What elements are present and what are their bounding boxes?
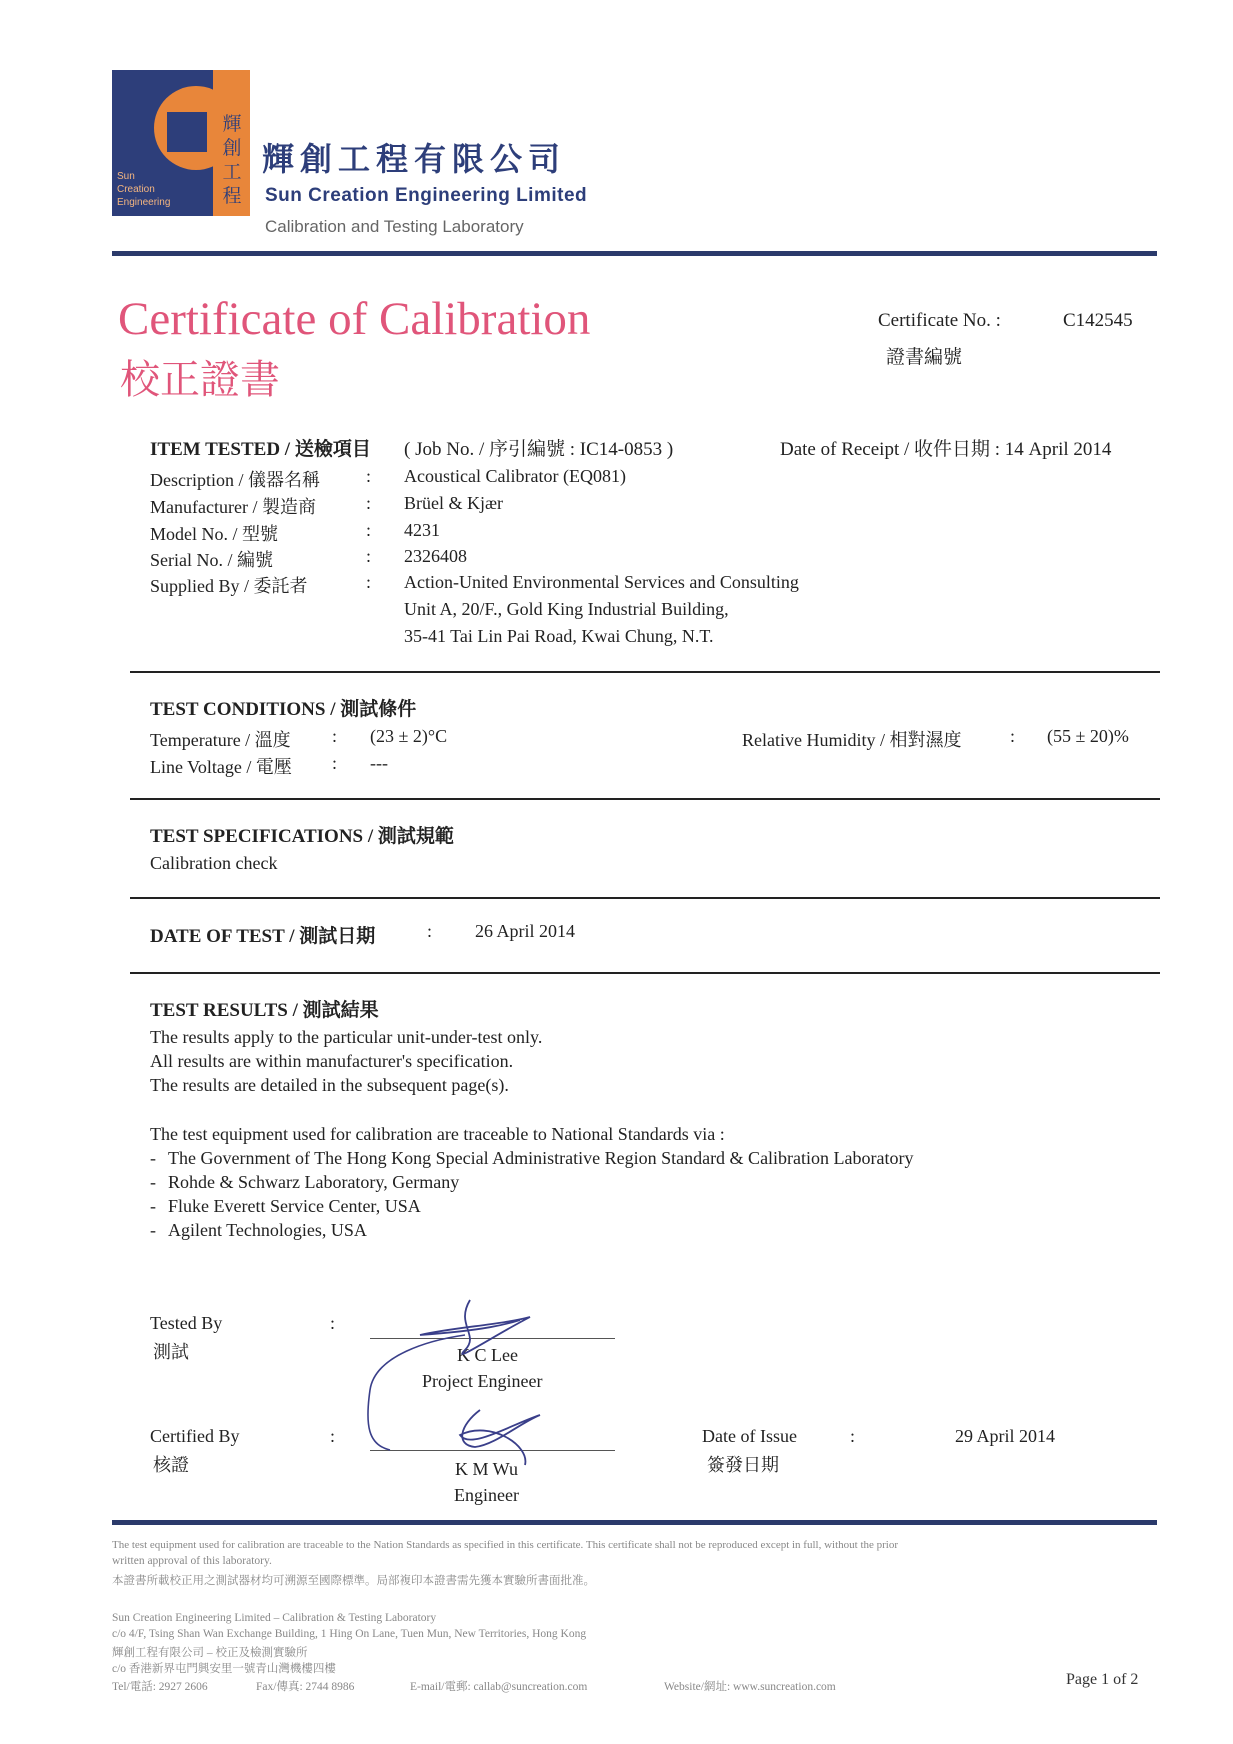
serial-label: Serial No. / 編號 (150, 550, 273, 570)
section-divider (130, 972, 1160, 974)
footer-address: c/o 4/F, Tsing Shan Wan Exchange Building, 1 Hing On Lane, Tuen Mun, New Territories, Hong Kong (112, 1628, 587, 1640)
date-of-issue-value: 29 April 2014 (955, 1426, 1056, 1446)
model-value: 4231 (404, 520, 440, 540)
certified-by-name: K M Wu (455, 1459, 518, 1479)
test-specifications-heading: TEST SPECIFICATIONS / 測試規範 (150, 826, 454, 847)
certified-by-title: Engineer (454, 1485, 519, 1505)
date-of-test-value: 26 April 2014 (475, 921, 576, 941)
colon: : (366, 493, 372, 513)
manufacturer-value: Brüel & Kjær (404, 493, 503, 513)
tested-by-name: K C Lee (457, 1345, 518, 1365)
address-line-2: 35-41 Tai Lin Pai Road, Kwai Chung, N.T. (404, 626, 714, 646)
traceability-item: Agilent Technologies, USA (168, 1220, 367, 1240)
traceability-intro: The test equipment used for calibration are traceable to National Standards via : (150, 1124, 725, 1144)
results-line: All results are within manufacturer's specification. (150, 1051, 514, 1071)
footer-address: c/o 香港新界屯門興安里一號青山灣機樓四樓 (112, 1663, 336, 1675)
model-label: Model No. / 型號 (150, 524, 278, 544)
footer-tel: Tel/電話: 2927 2606 (112, 1681, 208, 1693)
tested-by-title: Project Engineer (422, 1371, 543, 1391)
logo-small-text: Sun Creation Engineering (117, 171, 171, 208)
footer-note: The test equipment used for calibration are traceable to the Nation Standards as specified in this certificate. This certificate shall not be reproduced except in full, without the prior (112, 1539, 899, 1551)
page-number: Page 1 of 2 (1066, 1671, 1139, 1688)
colon: : (332, 753, 338, 773)
section-divider (130, 671, 1160, 673)
description-value: Acoustical Calibrator (EQ081) (404, 466, 626, 486)
logo-vertical-text: 輝創工程 (222, 113, 242, 207)
line-voltage-label: Line Voltage / 電壓 (150, 757, 292, 777)
description-label: Description / 儀器名稱 (150, 470, 320, 490)
certificate-title-cn: 校正證書 (120, 357, 280, 403)
logo-cutout (167, 112, 207, 152)
date-of-issue-label-cn: 簽發日期 (707, 1455, 779, 1475)
date-of-test-label: DATE OF TEST / 測試日期 (150, 926, 376, 947)
section-divider (130, 798, 1160, 800)
serial-value: 2326408 (404, 546, 467, 566)
footer-fax: Fax/傳真: 2744 8986 (256, 1681, 355, 1693)
job-number: ( Job No. / 序引編號 : IC14-0853 ) (404, 439, 674, 460)
signature-km-wu (460, 1410, 540, 1465)
item-tested-heading: ITEM TESTED / 送檢項目 (150, 439, 371, 460)
company-name-en: Sun Creation Engineering Limited (265, 185, 588, 206)
colon: : (427, 921, 433, 941)
temperature-value: (23 ± 2)°C (370, 726, 448, 746)
colon: : (366, 466, 372, 486)
company-logo (112, 70, 250, 216)
colon: : (330, 1426, 336, 1446)
specifications-text: Calibration check (150, 853, 278, 873)
manufacturer-label: Manufacturer / 製造商 (150, 497, 316, 517)
colon: : (366, 520, 372, 540)
supplied-by-value: Action-United Environmental Services and Consulting (404, 572, 799, 592)
results-line: The results apply to the particular unit-under-test only. (150, 1027, 543, 1047)
humidity-value: (55 ± 20)% (1047, 726, 1129, 746)
lab-name: Calibration and Testing Laboratory (265, 217, 524, 236)
section-divider (130, 897, 1160, 899)
address-line-1: Unit A, 20/F., Gold King Industrial Building, (404, 599, 729, 619)
footer-address: Sun Creation Engineering Limited – Calibration & Testing Laboratory (112, 1612, 437, 1624)
signature-loop (368, 1335, 465, 1450)
header-rule (112, 251, 1157, 256)
colon: : (332, 726, 338, 746)
humidity-label: Relative Humidity / 相對濕度 (742, 730, 962, 750)
tested-by-label: Tested By (150, 1313, 223, 1333)
cert-no-label: Certificate No. : (878, 310, 1001, 331)
bullet: - (150, 1148, 156, 1168)
traceability-item: The Government of The Hong Kong Special Administrative Region Standard & Calibration Laboratory (168, 1148, 914, 1168)
signature-kc-lee (420, 1300, 530, 1354)
footer-note-cn: 本證書所載校正用之測試器材均可溯源至國際標準。局部複印本證書需先獲本實驗所書面批准。 (112, 1575, 595, 1587)
cert-no-label-cn: 證書編號 (886, 347, 963, 368)
certificate-title: Certificate of Calibration (118, 293, 591, 345)
results-line: The results are detailed in the subsequent page(s). (150, 1075, 509, 1095)
colon: : (850, 1426, 856, 1446)
tested-by-label-cn: 測試 (153, 1342, 189, 1362)
signature-scribbles (360, 1295, 620, 1475)
traceability-item: Fluke Everett Service Center, USA (168, 1196, 421, 1216)
company-name-cn: 輝創工程有限公司 (262, 140, 567, 178)
supplied-by-label: Supplied By / 委託者 (150, 576, 308, 596)
test-conditions-heading: TEST CONDITIONS / 測試條件 (150, 699, 417, 720)
temperature-label: Temperature / 溫度 (150, 730, 291, 750)
traceability-item: Rohde & Schwarz Laboratory, Germany (168, 1172, 460, 1192)
bullet: - (150, 1172, 156, 1192)
certified-by-label-cn: 核證 (153, 1455, 189, 1475)
bullet: - (150, 1196, 156, 1216)
colon: : (330, 1313, 336, 1333)
footer-address: 輝創工程有限公司 – 校正及檢測實驗所 (112, 1647, 308, 1659)
colon: : (366, 572, 372, 592)
footer-email: E-mail/電郵: callab@suncreation.com (410, 1681, 588, 1693)
test-results-heading: TEST RESULTS / 測試結果 (150, 1000, 379, 1021)
date-of-receipt: Date of Receipt / 收件日期 : 14 April 2014 (780, 439, 1112, 460)
date-of-issue-label: Date of Issue (702, 1426, 797, 1446)
cert-no-value: C142545 (1063, 310, 1133, 331)
footer-note-2: written approval of this laboratory. (112, 1555, 272, 1567)
line-voltage-value: --- (370, 753, 388, 773)
footer-rule (112, 1520, 1157, 1525)
bullet: - (150, 1220, 156, 1240)
colon: : (366, 546, 372, 566)
certified-by-label: Certified By (150, 1426, 240, 1446)
footer-website: Website/網址: www.suncreation.com (664, 1681, 836, 1693)
colon: : (1010, 726, 1016, 746)
